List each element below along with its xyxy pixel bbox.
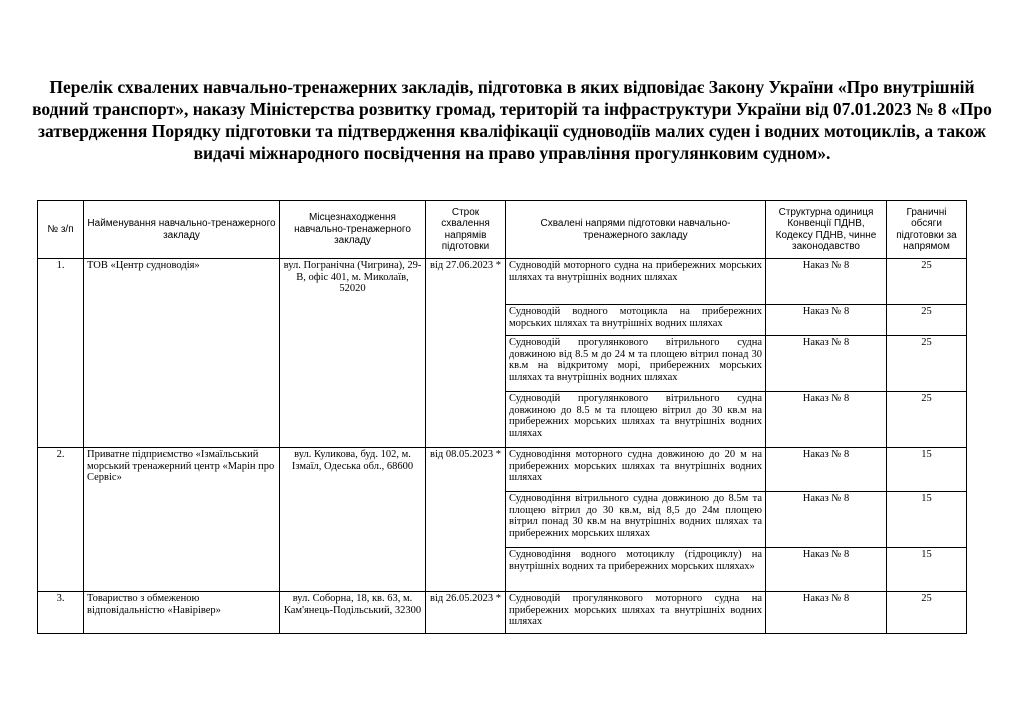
header-term: Строк схвалення напрямів підготовки (426, 201, 506, 259)
row-name: Товариство з обмеженою відповідальністю «Навірівер» (84, 592, 280, 634)
row-num: 3. (38, 592, 84, 634)
table-row (38, 448, 967, 492)
row-location: вул. Погранічна (Чигрина), 29-В, офіс 401, м. Миколаїв, 52020 (280, 259, 426, 448)
direction-unit: Наказ № 8 (766, 448, 887, 492)
direction-limit: 15 (887, 548, 967, 592)
direction-text: Судноводій прогулянкового моторного судна на прибережних морських шляхах та внутрішніх водних шляхах (506, 592, 766, 634)
header-name: Найменування навчально-тренажерного закладу (84, 201, 280, 259)
direction-unit: Наказ № 8 (766, 548, 887, 592)
header-row (38, 201, 967, 259)
direction-unit: Наказ № 8 (766, 392, 887, 448)
direction-text: Судноводіння водного мотоциклу (гідроциклу) на внутрішніх водних та прибережних морських шляхах» (506, 548, 766, 592)
row-name: Приватне підприємство «Ізмаїльський морський тренажерний центр «Марін про Сервіс» (84, 448, 280, 592)
direction-limit: 25 (887, 305, 967, 336)
row-term: від 08.05.2023 * (426, 448, 506, 592)
schools-table (37, 200, 967, 634)
direction-limit: 15 (887, 448, 967, 492)
direction-unit: Наказ № 8 (766, 259, 887, 305)
row-location: вул. Куликова, буд. 102, м. Ізмаїл, Одеська обл., 68600 (280, 448, 426, 592)
direction-text: Судноводій прогулянкового вітрильного судна довжиною до 8.5 м та площею вітрил до 30 кв.м на прибережних морських шляхах та внутрішніх водних шляхах (506, 392, 766, 448)
row-location: вул. Соборна, 18, кв. 63, м. Кам'янець-Подільський, 32300 (280, 592, 426, 634)
row-term: від 27.06.2023 * (426, 259, 506, 448)
direction-limit: 25 (887, 392, 967, 448)
document-title: Перелік схвалених навчально-тренажерних закладів, підготовка в яких відповідає Закону України «Про внутрішній водний транспорт», наказу Міністерства розвитку громад, територій та інфраструктури України від 07.01.2023 № 8 «Про затвердження Порядку підготовки та підтвердження кваліфікації судноводіїв малих суден і водних мотоциклів, а також видачі міжнародного посвідчення на право управління прогулянковим судном». (32, 77, 992, 163)
direction-text: Судноводіння моторного судна довжиною до 20 м на прибережних морських шляхах та внутрішніх водних шляхах (506, 448, 766, 492)
header-directions: Схвалені напрями підготовки навчально-тренажерного закладу (506, 201, 766, 259)
table-row (38, 592, 967, 634)
direction-unit: Наказ № 8 (766, 336, 887, 392)
row-term: від 26.05.2023 * (426, 592, 506, 634)
row-num: 1. (38, 259, 84, 448)
header-unit: Структурна одиниця Конвенції ПДНВ, Кодексу ПДНВ, чинне законодавство (766, 201, 887, 259)
direction-limit: 25 (887, 592, 967, 634)
direction-limit: 25 (887, 336, 967, 392)
header-limit: Граничні обсяги підготовки за напрямом (887, 201, 967, 259)
header-num: № з/п (38, 201, 84, 259)
direction-text: Судноводіння вітрильного судна довжиною до 8.5м та площею вітрил до 30 кв.м, від 8,5 до 24м площею вітрил понад 30 кв.м на внутрішніх водних шляхах та прибережних морських шляхах (506, 492, 766, 548)
direction-text: Судноводій моторного судна на прибережних морських шляхах та внутрішніх водних шляхах (506, 259, 766, 305)
direction-unit: Наказ № 8 (766, 492, 887, 548)
table-row (38, 259, 967, 305)
direction-limit: 15 (887, 492, 967, 548)
row-name: ТОВ «Центр судноводія» (84, 259, 280, 448)
direction-unit: Наказ № 8 (766, 592, 887, 634)
direction-text: Судноводій водного мотоцикла на прибережних морських шляхах та внутрішніх водних шляхах (506, 305, 766, 336)
direction-limit: 25 (887, 259, 967, 305)
header-location: Місцезнаходження навчально-тренажерного закладу (280, 201, 426, 259)
direction-unit: Наказ № 8 (766, 305, 887, 336)
direction-text: Судноводій прогулянкового вітрильного судна довжиною від 8.5 м до 24 м та площею вітрил понад 30 кв.м на відкритому морі, прибережних морських шляхах та внутрішніх водних шляхах (506, 336, 766, 392)
row-num: 2. (38, 448, 84, 592)
